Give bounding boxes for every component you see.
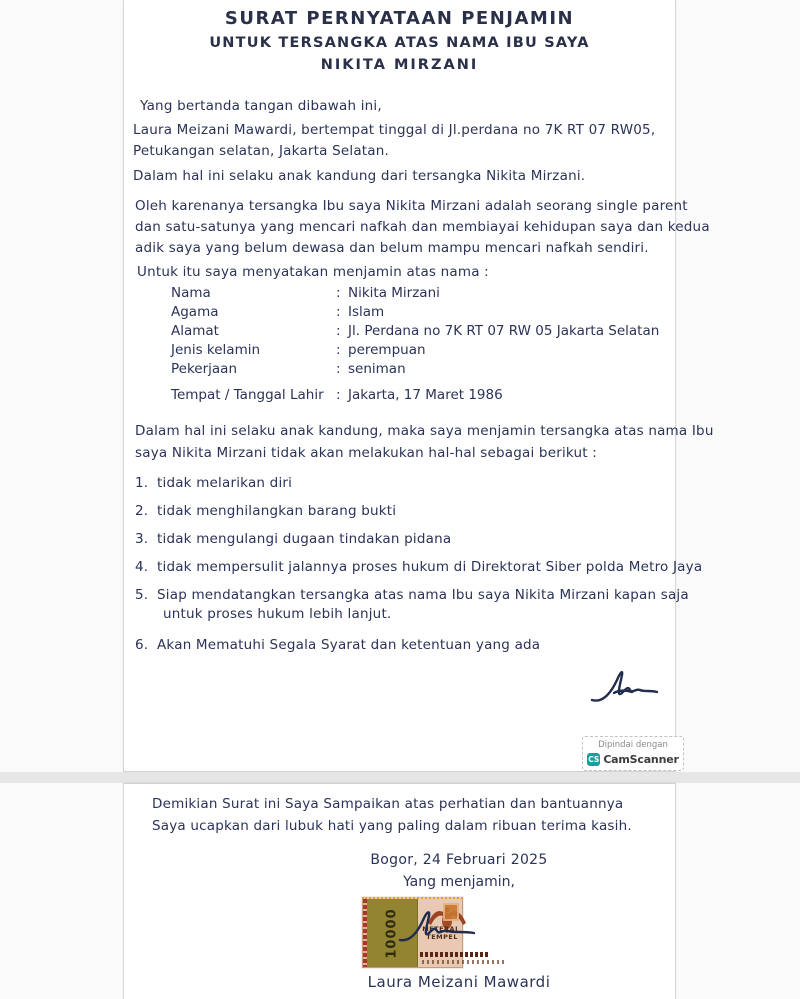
- list-item: [135, 586, 702, 624]
- detail-row-nama: [171, 284, 659, 303]
- reason-line-3: adik saya yang belum dewasa dan belum mampu mencari nafkah sendiri.: [135, 240, 649, 256]
- list-item: [135, 474, 702, 493]
- guarantor-name: Laura Meizani Mawardi: [367, 973, 551, 991]
- list-item-text: tidak melarikan diri: [157, 475, 293, 491]
- title-line-1: SURAT PERNYATAAN PENJAMIN: [224, 8, 575, 29]
- detail-colon: :: [336, 361, 341, 377]
- list-item-text: Akan Mematuhi Segala Syarat dan ketentuan yang ada: [157, 637, 541, 653]
- camscanner-badge-brand-row: [587, 753, 679, 766]
- reason-line-1: Oleh karenanya tersangka Ibu saya Nikita Mirzani adalah seorang single parent: [135, 198, 688, 214]
- paragraph-identity: [133, 120, 655, 162]
- list-item-text-line1: Siap mendatangkan tersangka atas nama Ibu saya Nikita Mirzani kapan saja: [157, 587, 689, 603]
- closing-line-1: Demikian Surat ini Saya Sampaikan atas perhatian dan bantuannya: [152, 796, 624, 812]
- page-divider-gap: [0, 772, 800, 783]
- list-item-number: 4.: [135, 559, 149, 575]
- detail-label: Pekerjaan: [171, 361, 238, 377]
- detail-row-pekerjaan: [171, 360, 659, 379]
- list-item-text: tidak menghilangkan barang bukti: [157, 503, 397, 519]
- identity-line-2: Petukangan selatan, Jakarta Selatan.: [133, 143, 390, 159]
- commitment-list: [135, 474, 702, 664]
- detail-colon: :: [336, 387, 341, 403]
- list-item-text-line2: untuk proses hukum lebih lanjut.: [163, 606, 392, 622]
- paragraph-relation: Dalam hal ini selaku anak kandung dari tersangka Nikita Mirzani.: [133, 168, 586, 184]
- detail-colon: :: [336, 304, 341, 320]
- paragraph-commitment-intro: [135, 420, 714, 464]
- list-item-number: 5.: [135, 587, 149, 603]
- letter-title: [124, 6, 675, 76]
- detail-row-agama: [171, 303, 659, 322]
- stamp-ornament-square: [443, 903, 459, 921]
- list-item-number: 6.: [135, 637, 149, 653]
- detail-label: Tempat / Tanggal Lahir: [171, 387, 324, 403]
- suspect-details: [171, 284, 659, 405]
- detail-row-alamat: [171, 322, 659, 341]
- camscanner-badge: [582, 736, 684, 771]
- detail-label: Agama: [171, 304, 219, 320]
- title-line-3: NIKITA MIRZANI: [320, 57, 479, 73]
- reason-line-2: dan satu-satunya yang mencari nafkah dan membiayai kehidupan saya dan kedua: [135, 219, 710, 235]
- list-item-text: [157, 586, 689, 624]
- closing-paragraph: [152, 793, 632, 837]
- detail-value: Nikita Mirzani: [348, 285, 440, 301]
- list-item: [135, 530, 702, 549]
- signing-block: [329, 852, 589, 890]
- letter-page-2: [123, 783, 676, 999]
- list-item-number: 2.: [135, 503, 149, 519]
- list-item-number: 1.: [135, 475, 149, 491]
- stamp-value: 10000: [384, 907, 400, 959]
- letter-page-1: [123, 0, 714, 772]
- detail-colon: :: [336, 342, 341, 358]
- detail-label: Nama: [171, 285, 211, 301]
- closing-line-2: Saya ucapkan dari lubuk hati yang paling dalam ribuan terima kasih.: [152, 818, 632, 834]
- detail-row-jenis-kelamin: [171, 341, 659, 360]
- identity-line-1: Laura Meizani Mawardi, bertempat tinggal di Jl.perdana no 7K RT 07 RW05,: [133, 122, 656, 138]
- opening-line: Yang bertanda tangan dibawah ini,: [140, 98, 382, 114]
- stamp-serial-line-2: [422, 960, 506, 964]
- commitment-line-1: Dalam hal ini selaku anak kandung, maka saya menjamin tersangka atas nama Ibu: [135, 423, 714, 439]
- detail-row-ttl: [171, 386, 659, 405]
- list-item: [135, 502, 702, 521]
- list-item: [135, 636, 702, 655]
- stamp-label: METERAI TEMPEL: [422, 925, 458, 941]
- signed-by-label: Yang menjamin,: [403, 874, 515, 890]
- list-item-number: 3.: [135, 531, 149, 547]
- detail-value: Jl. Perdana no 7K RT 07 RW 05 Jakarta Selatan: [348, 323, 660, 339]
- paragraph-reason: [135, 196, 710, 259]
- detail-colon: :: [336, 285, 341, 301]
- title-line-2: UNTUK TERSANGKA ATAS NAMA IBU SAYA: [209, 35, 590, 51]
- guarantor-initial-signature: [586, 663, 664, 709]
- camscanner-badge-caption: Dipindai dengan: [598, 740, 668, 750]
- list-item-text: tidak mengulangi dugaan tindakan pidana: [157, 531, 452, 547]
- stamp-main-area: [418, 899, 462, 967]
- meterai-stamp: [362, 897, 463, 968]
- detail-value: seniman: [348, 361, 406, 377]
- paragraph-guarantee-intro: Untuk itu saya menyatakan menjamin atas nama :: [137, 264, 489, 280]
- detail-label: Alamat: [171, 323, 219, 339]
- stamp-value-band: [367, 899, 418, 967]
- detail-colon: :: [336, 323, 341, 339]
- detail-value: perempuan: [348, 342, 426, 358]
- place-and-date: Bogor, 24 Februari 2025: [370, 852, 548, 868]
- detail-value: Islam: [348, 304, 385, 320]
- list-item-text: tidak mempersulit jalannya proses hukum di Direktorat Siber polda Metro Jaya: [157, 559, 703, 575]
- camscanner-brand-name: CamScanner: [603, 753, 679, 766]
- detail-label: Jenis kelamin: [171, 342, 261, 358]
- detail-value: Jakarta, 17 Maret 1986: [348, 387, 503, 403]
- commitment-line-2: saya Nikita Mirzani tidak akan melakukan hal-hal sebagai berikut :: [135, 445, 598, 461]
- list-item: [135, 558, 702, 577]
- stamp-serial-line: [420, 952, 490, 957]
- camscanner-icon: CS: [588, 755, 600, 764]
